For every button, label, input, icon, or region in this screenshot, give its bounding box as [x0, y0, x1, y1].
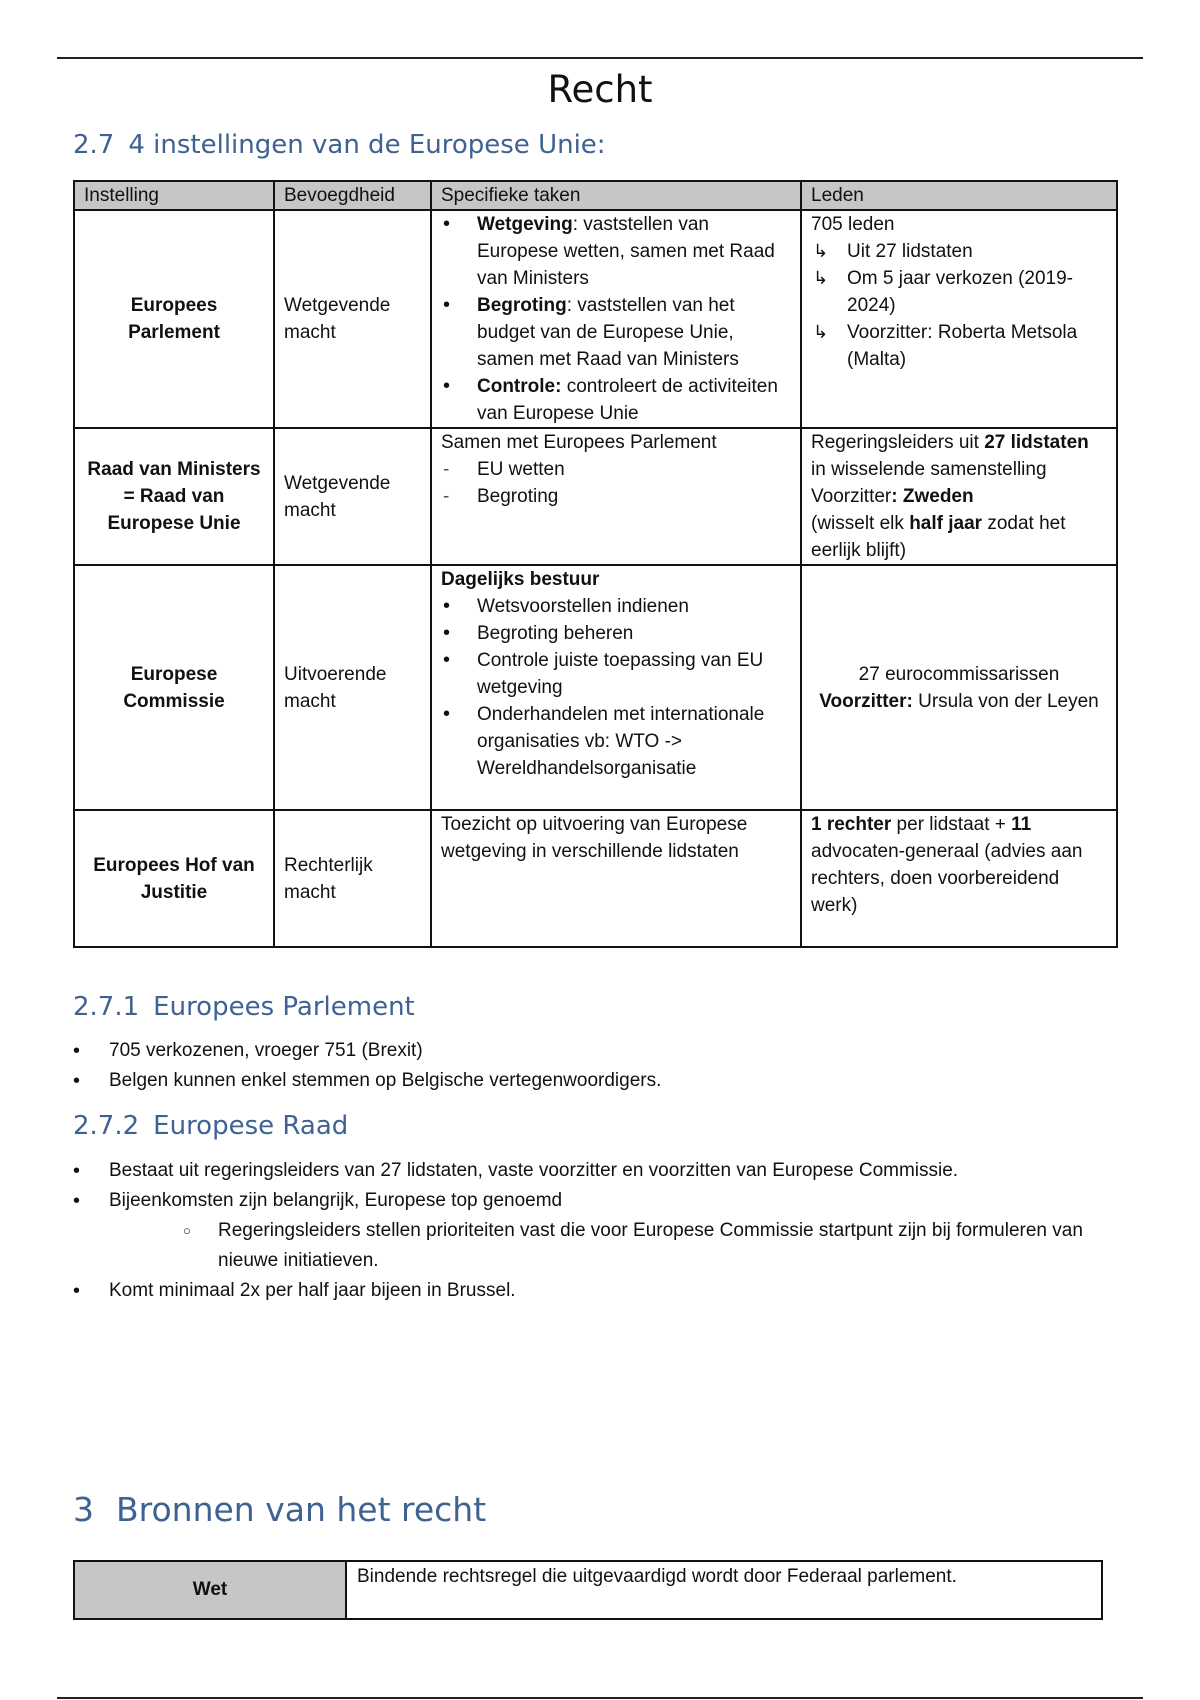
members-text: advocaten-generaal (advies aan rechters, doen voorbereidend werk) [811, 841, 1083, 916]
institution-name [74, 210, 274, 428]
section-title: 4 instellingen van de Europese Unie: [128, 130, 606, 160]
section-2-7-2-heading [73, 1111, 348, 1141]
bottom-rule [57, 1697, 1143, 1699]
bronnen-table [73, 1560, 1103, 1620]
institution-members [801, 565, 1117, 810]
list-item: • Bijeenkomsten zijn belangrijk, Europese top genoemd [73, 1186, 1133, 1216]
institution-name [74, 428, 274, 565]
name-line: Parlement [128, 322, 220, 343]
parlement-bullets [73, 1036, 1133, 1096]
institution-name [74, 565, 274, 810]
list-item: • Komt minimaal 2x per half jaar bijeen in Brussel. [73, 1276, 1133, 1306]
name-line: Raad van Ministers [87, 459, 261, 480]
list-item [441, 292, 791, 373]
members-text: per lidstaat + [891, 814, 1012, 835]
members-bold: 1 rechter [811, 814, 892, 835]
institution-tasks [431, 565, 801, 810]
table-row [74, 428, 1117, 565]
name-line: Justitie [140, 881, 208, 903]
institution-members [801, 810, 1117, 947]
top-rule [57, 57, 1143, 59]
bron-definition: Bindende rechtsregel die uitgevaardigd wordt door Federaal parlement. [346, 1561, 1102, 1619]
name-line: Europese [130, 663, 218, 685]
institution-name [74, 810, 274, 947]
list-item: - Begroting [441, 483, 791, 510]
section-number: 2.7 [73, 130, 115, 160]
section-3-heading [73, 1490, 486, 1529]
institution-power: Wetgevende macht [274, 428, 431, 565]
institution-power: Rechterlijk macht [274, 810, 431, 947]
members-text: 27 eurocommissarissen [858, 663, 1060, 685]
tasks-intro: Samen met Europees Parlement [441, 432, 717, 453]
institution-tasks [431, 210, 801, 428]
document-title: Recht [547, 68, 653, 111]
list-item: • Onderhandelen met internationale organisaties vb: WTO -> Wereldhandelsorganisatie [441, 701, 791, 782]
task-text: : vaststellen van Europese wetten, samen met Raad van Ministers [477, 214, 775, 289]
header-bevoegdheid: Bevoegdheid [274, 181, 431, 210]
section-2-7-heading [73, 130, 606, 160]
task-text: : vaststellen van het budget van de Europese Unie, samen met Raad van Ministers [477, 295, 739, 370]
section-title: Bronnen van het recht [116, 1490, 487, 1529]
list-item: ↳ Uit 27 lidstaten [811, 238, 1107, 265]
institution-power: Wetgevende macht [274, 210, 431, 428]
institution-power: Uitvoerende macht [274, 565, 431, 810]
members-bold: 27 lidstaten [984, 432, 1089, 453]
list-item [441, 211, 791, 292]
table-row [74, 210, 1117, 428]
institution-tasks [431, 428, 801, 565]
institution-members [801, 428, 1117, 565]
members-text: (wisselt elk [811, 513, 910, 534]
tasks-heading: Dagelijks bestuur [441, 569, 600, 590]
members-bold: 11 [1011, 814, 1032, 835]
table-row [74, 810, 1117, 947]
header-instelling: Instelling [74, 181, 274, 210]
list-item [441, 373, 791, 427]
list-item: ↳ Om 5 jaar verkozen (2019-2024) [811, 265, 1107, 319]
members-bold: : Zweden [891, 486, 974, 507]
list-item: • 705 verkozenen, vroeger 751 (Brexit) [73, 1036, 1133, 1066]
section-number: 2.7.2 [73, 1111, 140, 1141]
list-item: • Begroting beheren [441, 620, 791, 647]
header-taken: Specifieke taken [431, 181, 801, 210]
raad-bullets [73, 1156, 1133, 1306]
name-line: Commissie [123, 690, 225, 712]
members-text: zodat het eerlijk blijft) [811, 513, 1066, 561]
table-row [74, 1561, 1102, 1619]
institution-tasks: Toezicht op uitvoering van Europese wetgeving in verschillende lidstaten [431, 810, 801, 947]
institution-members [801, 210, 1117, 428]
members-text: Ursula von der Leyen [912, 690, 1099, 712]
list-item: • Belgen kunnen enkel stemmen op Belgische vertegenwoordigers. [73, 1066, 1133, 1096]
members-text: Regeringsleiders uit [811, 432, 985, 453]
list-item: - EU wetten [441, 456, 791, 483]
name-line: Europees [130, 295, 218, 316]
name-line: Europees Hof van [93, 854, 255, 876]
name-line: = Raad van [123, 486, 225, 507]
members-intro: 705 leden [811, 214, 895, 235]
task-text: controleert de activiteiten van Europese Unie [477, 376, 778, 424]
list-item: • Wetsvoorstellen indienen [441, 593, 791, 620]
table-header-row [74, 181, 1117, 210]
members-text: in wisselende samenstelling Voorzitter [811, 459, 1047, 507]
section-title: Europees Parlement [153, 992, 415, 1022]
list-item: • Controle juiste toepassing van EU wetgeving [441, 647, 791, 701]
bron-label: Wet [74, 1561, 346, 1619]
table-row [74, 565, 1117, 810]
task-term: Wetgeving [477, 214, 573, 235]
section-number: 2.7.1 [73, 992, 140, 1022]
task-term: Begroting [477, 295, 567, 316]
members-bold: half jaar [909, 513, 983, 534]
header-leden: Leden [801, 181, 1117, 210]
name-line: Europese Unie [107, 513, 241, 534]
members-chair-line [811, 688, 1107, 715]
section-number: 3 [73, 1490, 94, 1529]
section-title: Europese Raad [153, 1111, 349, 1141]
members-bold: Voorzitter: [819, 690, 913, 712]
list-item: ↳ Voorzitter: Roberta Metsola (Malta) [811, 319, 1107, 373]
list-item: ○ Regeringsleiders stellen prioriteiten vast die voor Europese Commissie startpunt zijn bij formuleren van nieuwe initiatieven. [73, 1216, 1133, 1276]
eu-institutions-table [73, 180, 1118, 948]
list-item: • Bestaat uit regeringsleiders van 27 lidstaten, vaste voorzitter en voorzitten van Europese Commissie. [73, 1156, 1133, 1186]
task-term: Controle: [477, 376, 562, 397]
section-2-7-1-heading [73, 992, 415, 1022]
